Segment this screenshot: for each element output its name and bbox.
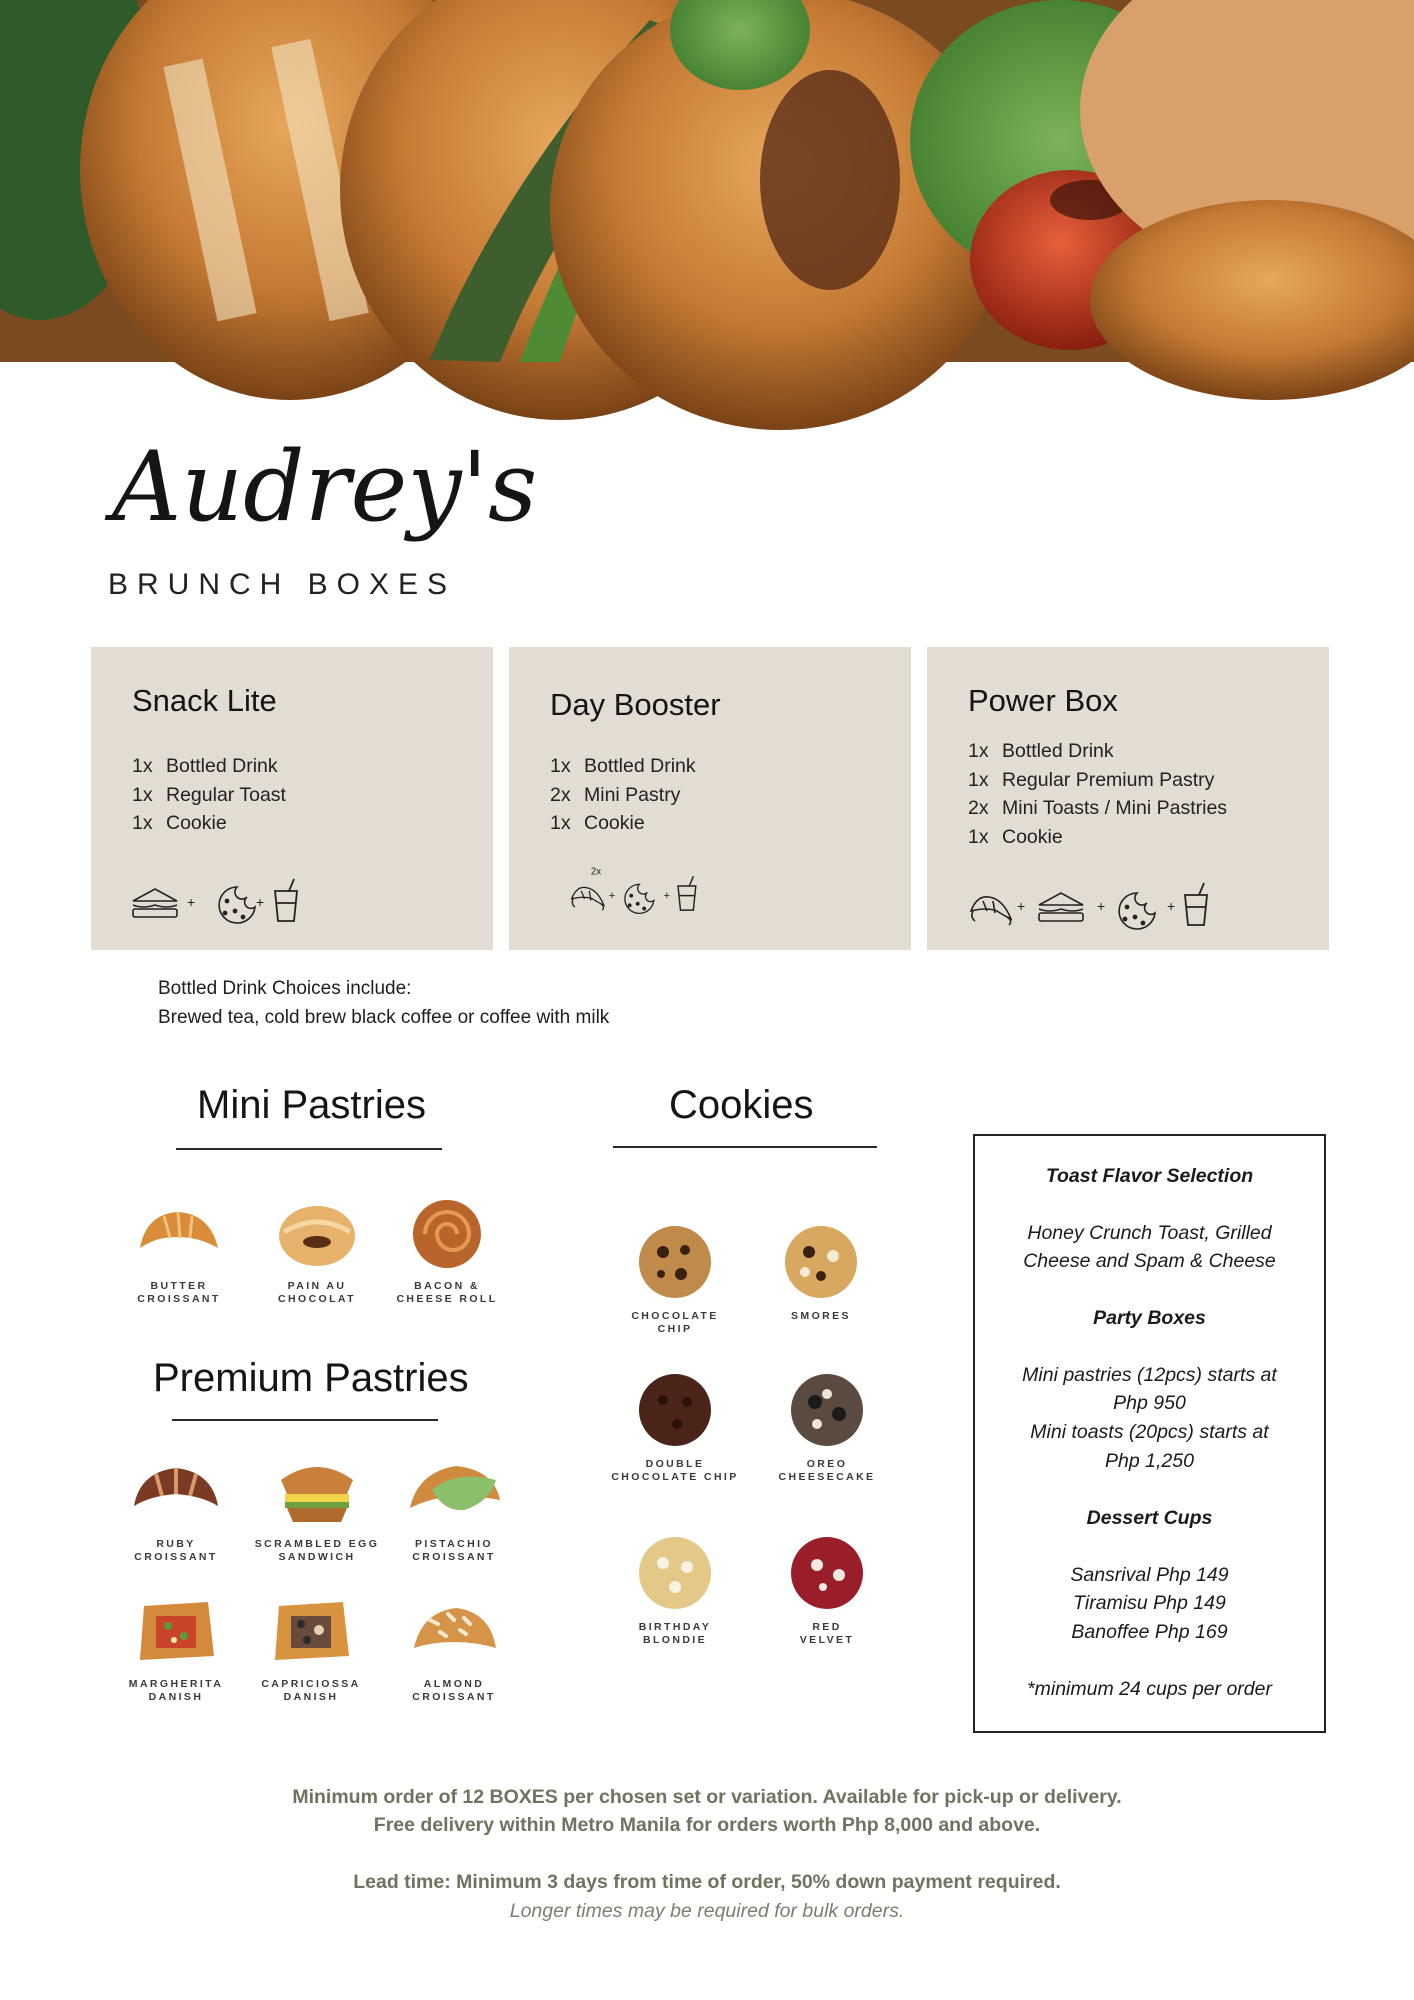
footer-line: Free delivery within Metro Manila for orders worth Php 8,000 and above.	[373, 1814, 1041, 1836]
capriciossa-danish-image	[261, 1590, 361, 1670]
info-line: Honey Crunch Toast, Grilled	[1027, 1222, 1272, 1244]
box-card-power-box	[927, 647, 1329, 950]
item-qty: 1x	[550, 812, 571, 834]
butter-croissant-image	[134, 1192, 224, 1272]
box-icons	[131, 877, 331, 927]
red-velvet-cookie-image	[787, 1533, 867, 1613]
info-line: Php 1,250	[1105, 1450, 1194, 1472]
bottled-drink-note	[158, 975, 609, 1032]
box-item	[132, 812, 286, 841]
footer-line: Longer times may be required for bulk orders.	[509, 1900, 905, 1922]
item-label: SMORES	[791, 1310, 851, 1322]
item-label: PISTACHIO CROISSANT	[412, 1538, 496, 1563]
cookie-item	[600, 1370, 750, 1484]
item-label: CAPRICIOSSA DANISH	[261, 1678, 361, 1703]
party-boxes-heading: Party Boxes	[1093, 1307, 1206, 1329]
sandwich-icon	[133, 889, 177, 917]
box-item	[968, 797, 1227, 826]
sandwich-icon	[1039, 893, 1083, 921]
plus-sign: +	[663, 889, 671, 902]
item-label: MARGHERITA DANISH	[128, 1678, 224, 1703]
dessert-note: *minimum 24 cups per order	[1027, 1678, 1272, 1700]
item-label: SCRAMBLED EGG SANDWICH	[254, 1538, 380, 1563]
plus-sign: +	[1017, 898, 1026, 914]
cup-icon	[678, 876, 696, 910]
hero-food-photo	[0, 0, 1414, 362]
section-title-mini-pastries: Mini Pastries	[197, 1083, 426, 1127]
item-label: RED VELVET	[799, 1621, 855, 1646]
section-title-cookies: Cookies	[669, 1083, 814, 1127]
plus-sign: +	[1097, 898, 1106, 914]
cookie-item	[600, 1533, 750, 1647]
pastry-item	[242, 1192, 392, 1306]
plus-sign: +	[1167, 898, 1176, 914]
item-label: Bottled Drink	[166, 755, 278, 777]
box-item	[550, 784, 696, 813]
item-label: Mini Pastry	[584, 783, 681, 806]
item-label: BUTTER CROISSANT	[137, 1280, 221, 1305]
info-line: Mini pastries (12pcs) starts at	[1022, 1364, 1277, 1386]
cookie-icon	[1119, 893, 1155, 929]
ruby-croissant-image	[126, 1450, 226, 1530]
footer-line: Lead time: Minimum 3 days from time of order, 50% down payment required.	[353, 1871, 1061, 1893]
box-item	[550, 755, 696, 784]
hero-illustration	[0, 0, 1414, 362]
section-divider	[613, 1146, 877, 1148]
item-label: PAIN AU CHOCOLAT	[278, 1280, 356, 1305]
box-item	[968, 826, 1227, 855]
plus-sign: +	[187, 894, 196, 910]
box-item	[132, 784, 286, 813]
section-divider	[172, 1419, 438, 1421]
info-line: Mini toasts (20pcs) starts at	[1030, 1421, 1269, 1443]
footer-line: Minimum order of 12 BOXES per chosen set or variation. Available for pick-up or delivery.	[292, 1786, 1122, 1808]
brand-subtitle: BRUNCH BOXES	[108, 568, 457, 601]
pastry-item	[372, 1192, 522, 1306]
cookie-icon	[219, 887, 255, 923]
oreo-cheesecake-cookie-image	[787, 1370, 867, 1450]
info-line: Banoffee Php 169	[1071, 1621, 1228, 1643]
item-label: Regular Premium Pastry	[1002, 768, 1215, 791]
box-item	[132, 755, 286, 784]
item-label: OREO CHEESECAKE	[778, 1458, 876, 1483]
item-label: Cookie	[584, 812, 645, 834]
drink-note-line: Bottled Drink Choices include:	[158, 978, 412, 999]
brand-script-text: Audrey's	[112, 431, 538, 543]
item-label: Regular Toast	[166, 783, 286, 806]
item-qty: 1x	[132, 783, 153, 806]
item-qty: 1x	[968, 825, 989, 848]
cookie-item	[752, 1533, 902, 1647]
chocolate-chip-cookie-image	[635, 1222, 715, 1302]
birthday-blondie-cookie-image	[635, 1533, 715, 1613]
icon-multiplier: 2x	[590, 866, 602, 878]
item-qty: 1x	[132, 812, 153, 834]
box-card-day-booster	[509, 647, 911, 950]
info-line: Php 950	[1113, 1392, 1186, 1414]
box-item	[550, 812, 696, 841]
margherita-danish-image	[126, 1590, 226, 1670]
item-qty: 1x	[550, 755, 571, 777]
item-label: Mini Toasts / Mini Pastries	[1002, 797, 1228, 819]
toast-flavor-heading: Toast Flavor Selection	[1045, 1165, 1254, 1187]
box-item-list	[968, 740, 1227, 854]
item-qty: 1x	[132, 755, 153, 777]
bacon-cheese-roll-image	[402, 1192, 492, 1272]
item-label: DOUBLE CHOCOLATE CHIP	[611, 1458, 739, 1483]
croissant-icon	[572, 887, 604, 910]
item-label: Bottled Drink	[584, 755, 696, 777]
box-item-list	[550, 755, 696, 841]
scrambled-egg-sandwich-image	[267, 1450, 367, 1530]
pastry-item	[236, 1590, 386, 1704]
box-item-list	[132, 755, 286, 841]
box-item	[968, 740, 1227, 769]
info-line: Sansrival Php 149	[1070, 1564, 1229, 1586]
item-label: CHOCOLATE CHIP	[631, 1310, 719, 1335]
box-card-snack-lite	[91, 647, 493, 950]
pastry-item	[101, 1590, 251, 1704]
plus-sign: +	[608, 889, 616, 902]
cookie-icon	[625, 884, 654, 913]
dessert-cups-heading: Dessert Cups	[1086, 1507, 1213, 1529]
item-qty: 2x	[550, 783, 571, 806]
smores-cookie-image	[781, 1222, 861, 1302]
info-line: Tiramisu Php 149	[1073, 1592, 1226, 1614]
section-divider	[176, 1148, 442, 1150]
cookie-item	[752, 1370, 902, 1484]
info-box	[973, 1134, 1326, 1733]
item-label: ALMOND CROISSANT	[412, 1678, 496, 1703]
item-label: Cookie	[166, 812, 227, 834]
item-qty: 2x	[968, 797, 989, 819]
pastry-item	[379, 1590, 529, 1704]
double-chocolate-chip-cookie-image	[635, 1370, 715, 1450]
cookie-item	[600, 1222, 750, 1336]
box-title: Snack Lite	[132, 683, 277, 718]
item-qty: 1x	[968, 740, 989, 762]
box-item	[968, 769, 1227, 798]
item-qty: 1x	[968, 768, 989, 791]
plus-sign: +	[256, 894, 265, 910]
item-label: Bottled Drink	[1002, 740, 1114, 762]
info-line: Cheese and Spam & Cheese	[1023, 1250, 1276, 1272]
croissant-icon	[971, 897, 1011, 925]
box-icons	[967, 881, 1237, 931]
almond-croissant-image	[404, 1590, 504, 1670]
item-label: BIRTHDAY BLONDIE	[638, 1621, 712, 1646]
pastry-item	[379, 1450, 529, 1564]
section-title-premium-pastries: Premium Pastries	[153, 1356, 469, 1400]
cup-icon	[275, 879, 297, 921]
item-label: RUBY CROISSANT	[134, 1538, 218, 1563]
box-title: Day Booster	[550, 687, 721, 722]
box-icons	[549, 865, 749, 915]
cup-icon	[1185, 883, 1207, 925]
pain-au-chocolat-image	[272, 1192, 362, 1272]
brand-logo-script	[108, 412, 538, 562]
pastry-item	[101, 1450, 251, 1564]
cookie-item	[746, 1222, 896, 1323]
pistachio-croissant-image	[404, 1450, 504, 1530]
drink-note-line: Brewed tea, cold brew black coffee or coffee with milk	[158, 1006, 610, 1028]
item-label: BACON & CHEESE ROLL	[396, 1280, 498, 1305]
box-title: Power Box	[968, 683, 1118, 718]
pastry-item	[242, 1450, 392, 1564]
item-label: Cookie	[1002, 825, 1063, 848]
pastry-item	[104, 1192, 254, 1306]
